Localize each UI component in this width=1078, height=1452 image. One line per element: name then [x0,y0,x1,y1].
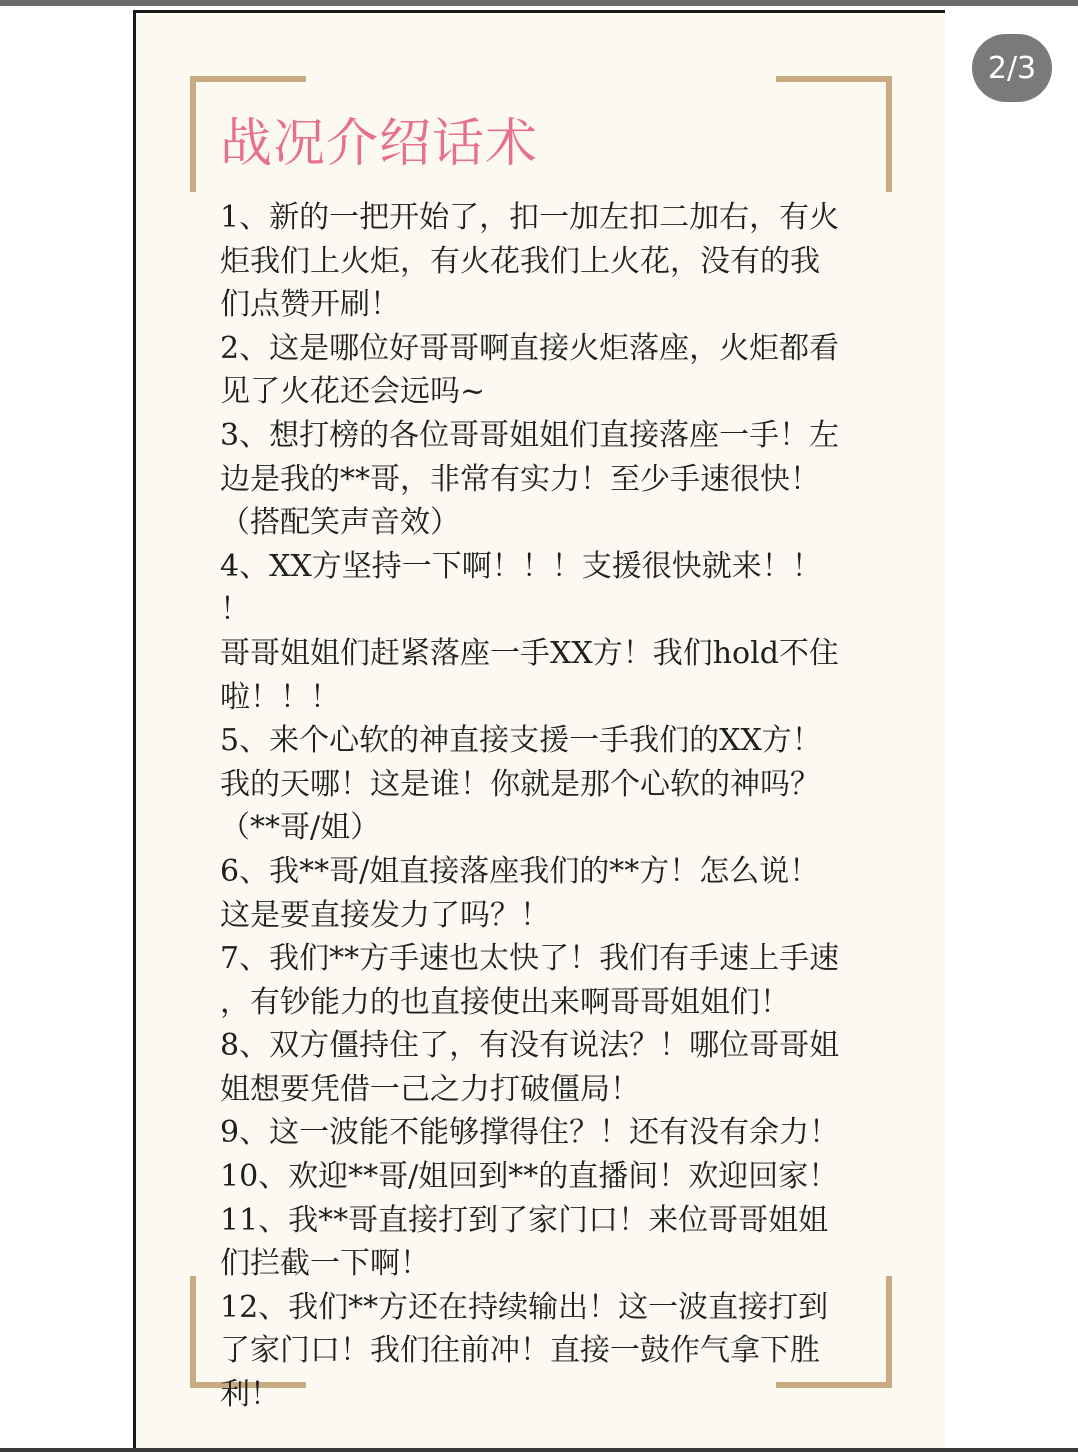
text-line: （搭配笑声音效） [220,505,460,541]
page-title: 战况介绍话术 [220,114,539,174]
text-line: 12、我们**方还在持续输出！这一波直接打到 [220,1289,829,1325]
text-line: 们点赞开刷！ [220,287,400,323]
text-line: ，有钞能力的也直接使出来啊哥哥姐姐们！ [220,984,790,1020]
frame-corner-bottom-left-v [190,1276,196,1388]
frame-corner-top-right-v [886,76,892,192]
text-line: （**哥/姐） [220,810,381,846]
text-line: 2、这是哪位好哥哥啊直接火炬落座，火炬都看 [220,330,840,366]
text-line: 利！ [220,1377,280,1413]
text-line: 啦！！！ [220,679,340,715]
text-line: 们拦截一下啊！ [220,1246,430,1282]
text-line: 3、想打榜的各位哥哥姐姐们直接落座一手！左 [220,417,840,453]
frame-corner-top-left-v [190,76,196,192]
frame-corner-top-left-h [190,76,306,82]
text-line: 1、新的一把开始了，扣一加左扣二加右，有火 [220,200,840,235]
bottom-edge-bar [0,1448,1078,1452]
text-line: 5、来个心软的神直接支援一手我们的XX方！ [220,723,822,759]
text-line: 7、我们**方手速也太快了！我们有手速上手速 [220,941,840,977]
text-line: 6、我**哥/姐直接落座我们的**方！怎么说！ [220,853,820,889]
text-line: 了家门口！我们往前冲！直接一鼓作气拿下胜 [220,1333,820,1369]
text-line: 见了火花还会远吗~ [220,374,486,410]
frame-corner-bottom-right-v [886,1276,892,1388]
text-line: ！ [220,592,250,628]
text-line: 9、这一波能不能够撑得住？！还有没有余力！ [220,1115,840,1151]
text-line: 4、XX方坚持一下啊！！！支援很快就来！！ [220,548,822,584]
top-status-bar [0,0,1078,6]
text-line: 这是要直接发力了吗？！ [220,897,550,933]
text-line: 10、欢迎**哥/姐回到**的直播间！欢迎回家！ [220,1159,839,1195]
script-text-body [220,196,870,1417]
text-line: 炬我们上火炬，有火花我们上火花，没有的我 [220,243,820,279]
page-indicator-badge[interactable]: 2/3 [972,34,1052,102]
frame-corner-top-right-h [776,76,892,82]
text-line: 我的天哪！这是谁！你就是那个心软的神吗？ [220,766,820,802]
text-line: 姐想要凭借一己之力打破僵局！ [220,1071,640,1107]
text-line: 边是我的**哥，非常有实力！至少手速很快！ [220,461,820,497]
text-line: 8、双方僵持住了，有没有说法？！哪位哥哥姐 [220,1028,840,1064]
text-line: 11、我**哥直接打到了家门口！来位哥哥姐姐 [220,1202,829,1238]
text-line: 哥哥姐姐们赶紧落座一手XX方！我们hold不住 [220,635,839,671]
